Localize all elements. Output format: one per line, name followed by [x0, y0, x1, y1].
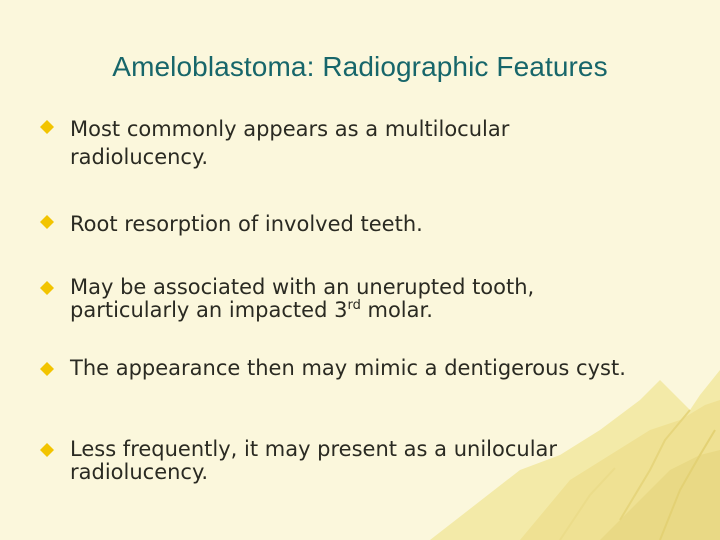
bullet-text: The appearance then may mimic a dentigerous cyst.	[70, 356, 626, 380]
bullet-text	[70, 276, 640, 322]
bullet-item	[40, 210, 680, 238]
bullet-item	[40, 357, 680, 380]
diamond-bullet-icon	[40, 215, 54, 229]
diamond-bullet-icon	[40, 362, 54, 376]
bullet-text-part: May be associated with an unerupted tooth, particularly an impacted 3	[70, 275, 535, 322]
superscript-text: rd	[347, 298, 361, 313]
slide-title: Ameloblastoma: Radiographic Features	[112, 51, 608, 82]
bullet-item	[40, 438, 680, 484]
bullet-text-part: molar.	[360, 298, 433, 322]
diamond-bullet-icon	[40, 443, 54, 457]
bullet-item	[40, 276, 680, 322]
diamond-bullet-icon	[40, 281, 54, 295]
bullet-text: Root resorption of involved teeth.	[70, 212, 423, 236]
bullet-text: Less frequently, it may present as a unilocular radiolucency.	[70, 437, 558, 484]
bullet-item	[40, 115, 680, 171]
bullet-text: Most commonly appears as a multilocular radiolucency.	[70, 117, 510, 169]
diamond-bullet-icon	[40, 120, 54, 134]
